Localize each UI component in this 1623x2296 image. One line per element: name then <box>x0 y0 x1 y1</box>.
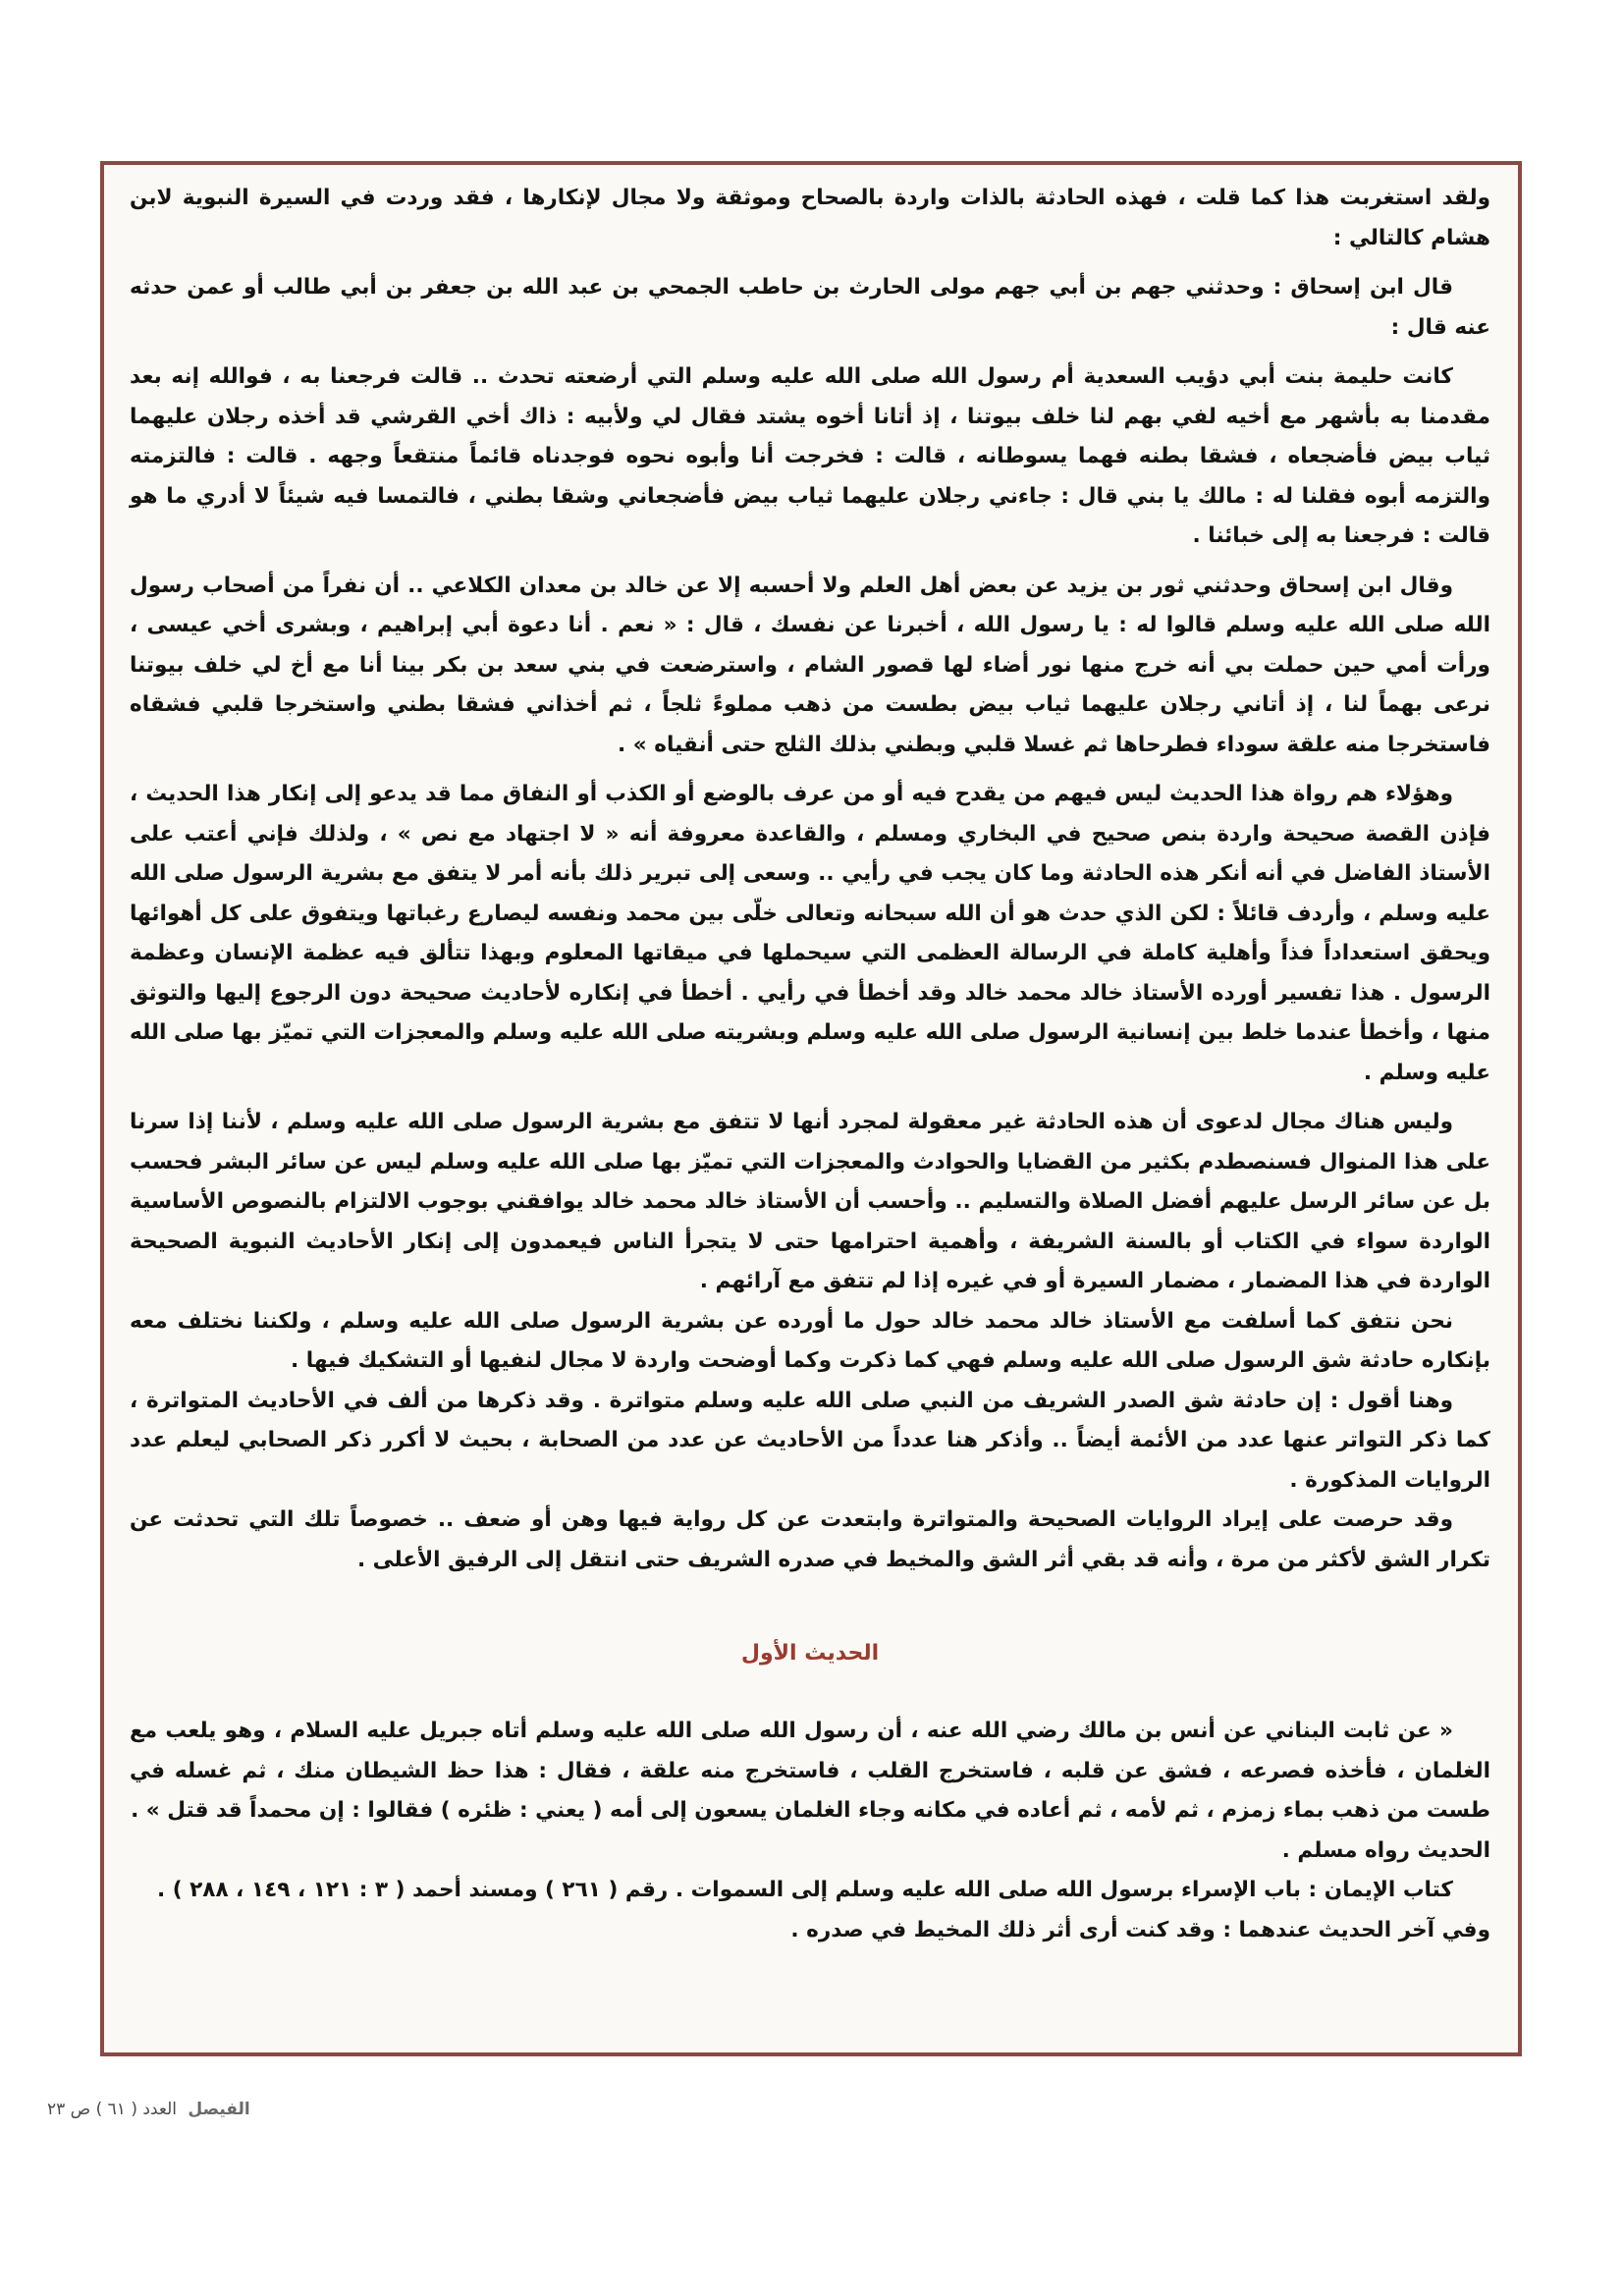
hadith-note: وفي آخر الحديث عندهما : وقد كنت أرى أثر ذلك المخيط في صدره . <box>790 1917 1490 1942</box>
hadith-text: « عن ثابت البناني عن أنس بن مالك رضي الله عنه ، أن رسول الله صلى الله عليه وسلم أتاه جبريل عليه السلام ، وهو يلعب مع الغلمان ، فأخذه فصرعه ، فشق عن قلبه ، فاستخرج القلب ، فاستخرج منه علقة ، فقال : هذا حظ الشيطان منك ، ثم غسله في طست من ذهب بماء زمزم ، ثم لأمه ، ثم أعاده في مكانه وجاء الغلمان يسعون إلى أمه ( يعني : ظئره ) فقالوا : إن محمداً قد قتل » . <box>130 1719 1490 1823</box>
paragraph-intro: ولقد استغربت هذا كما قلت ، فهذه الحادثة بالذات واردة بالصحاح وموثقة ولا مجال لإنكارها ، فقد وردت في السيرة النبوية لابن هشام كالتالي : <box>130 186 1490 250</box>
page-footer <box>47 2100 250 2119</box>
paragraph-no-claim: وليس هناك مجال لدعوى أن هذه الحادثة غير معقولة لمجرد أنها لا تتفق مع بشرية الرسول صلى الله عليه وسلم ، لأننا إذا سرنا على هذا المنوال فسنصطدم بكثير من القضايا والحوادث والمعجزات التي تميّز بها صلى الله عليه وسلم ليس عن سائر البشر فحسب بل عن سائر الرسل عليهم أفضل الصلاة والتسليم .. وأحسب أن الأستاذ خالد محمد خالد يوافقني بوجوب الالتزام بالنصوص الأساسية الواردة سواء في الكتاب أو بالسنة الشريفة ، وأهمية احترامها حتى لا يتجرأ الناس فيعمدون إلى إنكار الأحاديث النبوية الصحيحة الواردة في هذا المضمار ، مضمار السيرة أو في غيره إذا لم تتفق مع آرائهم . <box>130 1110 1490 1293</box>
hadith-source: الحديث رواه مسلم . <box>1281 1837 1490 1863</box>
paragraph-ibn-ishaq-2: وقال ابن إسحاق وحدثني ثور بن يزيد عن بعض أهل العلم ولا أحسبه إلا عن خالد بن معدان الكلاعي .. أن نفراً من أصحاب رسول الله صلى الله عليه وسلم قالوا له : يا رسول الله ، أخبرنا عن نفسك ، قال : « نعم . أنا دعوة أبي إبراهيم ، وبشرى أخي عيسى ، ورأت أمي حين حملت بي أنه خرج منها نور أضاء لها قصور الشام ، واسترضعت في بني سعد بن بكر بينا أنا مع أخ لي خلف بيوتنا نرعى بهماً لنا ، إذ أتاني رجلان عليهما ثياب بيض بطست من ذهب مملوءً ثلجاً ، ثم أخذاني فشقا بطني واستخرجا قلبي فشقاه فاستخرجا منه علقة سوداء فطرحاها ثم غسلا قلبي وبطني بذلك الثلج حتى أنقياه » . <box>130 573 1490 757</box>
paragraph-ibn-ishaq-1: قال ابن إسحاق : وحدثني جهم بن أبي جهم مولى الحارث بن حاطب الجمحي بن عبد الله بن جعفر بن أبي طالب أو عمن حدثه عنه قال : <box>130 275 1490 340</box>
magazine-logo: الفيصل <box>188 2100 250 2119</box>
paragraph-sahih-narrations: وقد حرصت على إيراد الروايات الصحيحة والمتواترة وابتعدت عن كل رواية فيها وهن أو ضعف .. خصوصاً تلك التي تحدثت عن تكرار الشق لأكثر من مرة ، وأنه قد بقي أثر الشق والمخيط في صدره الشريف حتى انتقل إلى الرفيق الأعلى . <box>130 1507 1490 1572</box>
article-frame <box>100 161 1522 2056</box>
section-title: الحديث الأول <box>740 1641 880 1666</box>
issue-page-number: العدد ( ٦١ ) ص ٢٣ <box>47 2100 177 2119</box>
hadith-reference: كتاب الإيمان : باب الإسراء برسول الله صلى الله عليه وسلم إلى السموات . رقم ( ٢٦١ ) ومسند أحمد ( ٣ : ١٢١ ، ١٤٩ ، ٢٨٨ ) . <box>157 1878 1453 1902</box>
paragraph-halima: كانت حليمة بنت أبي دؤيب السعدية أم رسول الله صلى الله عليه وسلم التي أرضعته تحدث .. قالت فرجعنا به ، فوالله إنه بعد مقدمنا به بأشهر مع أخيه لفي بهم لنا خلف بيوتنا ، إذ أتانا أخوه يشتد فقال لي ولأبيه : ذاك أخي القرشي قد أخذه رجلان عليهما ثياب بيض فأضجعاه ، فشقا بطنه فهما يسوطانه ، قالت : فخرجت أنا وأبوه نحوه فوجدناه قائماً منتقعاً وجهه . قالت : فالتزمته والتزمه أبوه فقلنا له : مالك يا بني قال : جاءني رجلان عليهما ثياب بيض فأضجعاني وشقا بطني ، فالتمسا فيه شيئاً لا أدري ما هو قالت : فرجعنا به إلى خبائنا . <box>130 364 1490 548</box>
paragraph-agree: نحن نتفق كما أسلفت مع الأستاذ خالد محمد خالد حول ما أورده عن بشرية الرسول صلى الله عليه وسلم ، ولكننا نختلف معه بإنكاره حادثة شق الرسول صلى الله عليه وسلم فهي كما ذكرت وكما أوضحت واردة لا مجال لنفيها أو التشكيك فيها . <box>130 1308 1490 1373</box>
paragraph-narrators: وهؤلاء هم رواة هذا الحديث ليس فيهم من يقدح فيه أو من عرف بالوضع أو الكذب أو النفاق مما قد يدعو إلى إنكار هذا الحديث ، فإذن القصة صحيحة واردة بنص صحيح في البخاري ومسلم ، والقاعدة معروفة أنه « لا اجتهاد مع نص » ، ولذلك فإني أعتب على الأستاذ الفاضل في أنه أنكر هذه الحادثة وما كان يجب في رأيي .. وسعى إلى تبرير ذلك بأنه أمر لا يتفق مع بشرية الرسول صلى الله عليه وسلم ، وأردف قائلاً : لكن الذي حدث هو أن الله سبحانه وتعالى خلّى بين محمد ونفسه ليصارع رغباتها ويتفوق على كل أهوائها ويحقق استعداداً فذاً وأهلية كاملة في الرسالة العظمى التي سيحملها في ميقاتها المعلوم وبهذا تتألق فيه عظمة الإنسان وعظمة الرسول . هذا تفسير أورده الأستاذ خالد محمد خالد وقد أخطأ في رأيي . أخطأ في إنكاره لأحاديث صحيحة دون الرجوع إليها والتوثق منها ، وأخطأ عندما خلط بين إنسانية الرسول صلى الله عليه وسلم وبشريته صلى الله عليه وسلم والمعجزات التي تميّز بها صلى الله عليه وسلم . <box>130 782 1490 1085</box>
paragraph-mutawatir: وهنا أقول : إن حادثة شق الصدر الشريف من النبي صلى الله عليه وسلم متواترة . وقد ذكرها من ألف في الأحاديث المتواترة ، كما ذكر التواتر عنها عدد من الأئمة أيضاً .. وأذكر هنا عدداً من الأحاديث عن عدد من الصحابة ، بحيث لا أكرر ذكر الصحابي ليعلم عدد الروايات المذكورة . <box>130 1388 1490 1493</box>
